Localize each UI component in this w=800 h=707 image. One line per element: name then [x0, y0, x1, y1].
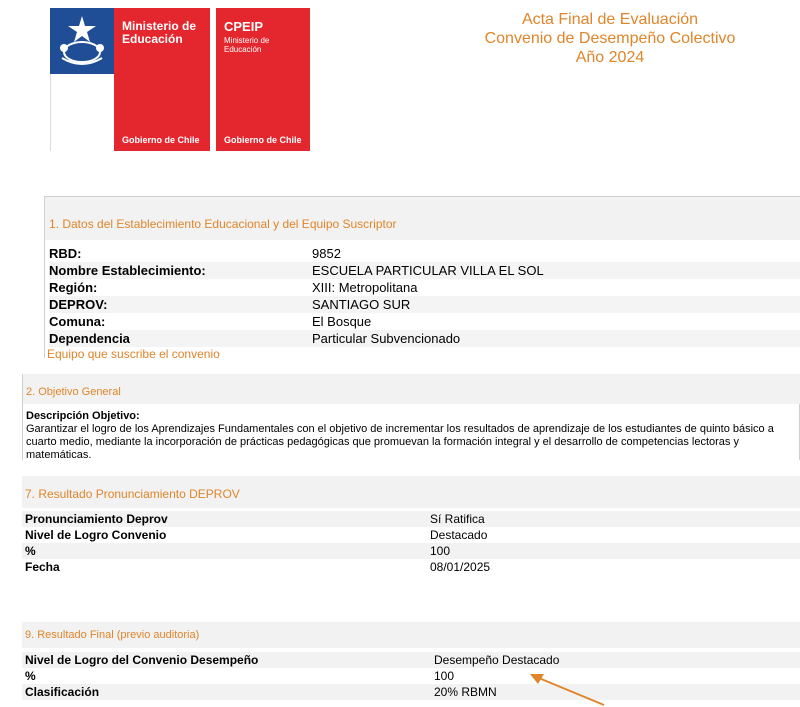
- table-row: [22, 543, 800, 559]
- row-label: DEPROV:: [49, 297, 108, 312]
- section-heading: 1. Datos del Establecimiento Educacional y del Equipo Suscriptor: [49, 217, 397, 231]
- section-heading: 9. Resultado Final (previo auditoria): [25, 629, 200, 641]
- table-row: [49, 330, 800, 347]
- table-row: [49, 262, 800, 279]
- row-label: Comuna:: [49, 314, 106, 329]
- cpeip-logo: [216, 8, 310, 151]
- description-text: Garantizar el logro de los Aprendizajes Fundamentales con el objetivo de incrementar los resultados de aprendizaje de los estudiantes de quinto básico a cuarto medio, mediante la incorporación de prácticas pedagógicas que promuevan la formación integral y el desarrollo de competencias lectoras y matemáticas.: [26, 423, 774, 461]
- ministerio-logo: [50, 8, 210, 151]
- row-value: El Bosque: [312, 314, 372, 329]
- row-value: XIII: Metropolitana: [312, 280, 418, 295]
- ministerio-logo-footer: Gobierno de Chile: [122, 135, 200, 145]
- row-value: 20% RBMN: [434, 685, 497, 699]
- row-label: Pronunciamiento Deprov: [25, 512, 168, 526]
- row-value: 08/01/2025: [430, 560, 491, 574]
- table-row: [22, 511, 800, 527]
- section-heading: 2. Objetivo General: [26, 386, 121, 398]
- table-row: [49, 245, 800, 262]
- row-label: RBD:: [49, 246, 82, 261]
- cpeip-logo-name: CPEIP: [224, 19, 264, 34]
- arrow-icon: [520, 670, 610, 707]
- row-value: ESCUELA PARTICULAR VILLA EL SOL: [312, 263, 544, 278]
- table-row: [49, 279, 800, 296]
- row-value: Desempeño Destacado: [434, 653, 560, 667]
- row-label: Región:: [49, 280, 98, 295]
- row-value: 100: [434, 669, 455, 683]
- table-row: [22, 527, 800, 543]
- row-value: SANTIAGO SUR: [312, 297, 411, 312]
- cpeip-logo-footer: Gobierno de Chile: [224, 135, 302, 145]
- section-resultado-final: [22, 622, 800, 702]
- document-title: Acta Final de Evaluación Convenio de Desempeño Colectivo Año 2024: [484, 11, 736, 66]
- table-row: [22, 684, 800, 700]
- row-value: Particular Subvencionado: [312, 331, 461, 346]
- section-objetivo-general: [22, 374, 800, 460]
- row-label: %: [25, 544, 36, 558]
- table-row: [49, 313, 800, 330]
- row-label: Clasificación: [25, 685, 100, 699]
- row-label: Fecha: [25, 560, 60, 574]
- row-value: Destacado: [430, 528, 488, 542]
- table-row: [22, 652, 800, 668]
- row-label: Nombre Establecimiento:: [49, 263, 206, 278]
- row-label: Nivel de Logro Convenio: [25, 528, 167, 542]
- row-value: 9852: [312, 246, 341, 261]
- cpeip-logo-sub: Ministerio de Educación: [224, 36, 270, 54]
- chile-coat-of-arms-icon: [50, 8, 114, 74]
- team-label: Equipo que suscribe el convenio: [47, 347, 220, 361]
- table-row: [49, 296, 800, 313]
- description-label: Descripción Objetivo:: [26, 410, 140, 422]
- section-establecimiento: [44, 196, 800, 361]
- section-heading: 7. Resultado Pronunciamiento DEPROV: [25, 487, 240, 501]
- row-label: Dependencia: [49, 331, 130, 346]
- row-value: Sí Ratifica: [430, 512, 485, 526]
- ministerio-logo-text: Ministerio de Educación: [122, 19, 197, 46]
- section-pronunciamiento-deprov: [22, 476, 800, 576]
- table-row: [22, 668, 800, 684]
- row-label: %: [25, 669, 36, 683]
- table-row: [22, 559, 800, 575]
- row-label: Nivel de Logro del Convenio Desempeño: [25, 653, 259, 667]
- row-value: 100: [430, 544, 451, 558]
